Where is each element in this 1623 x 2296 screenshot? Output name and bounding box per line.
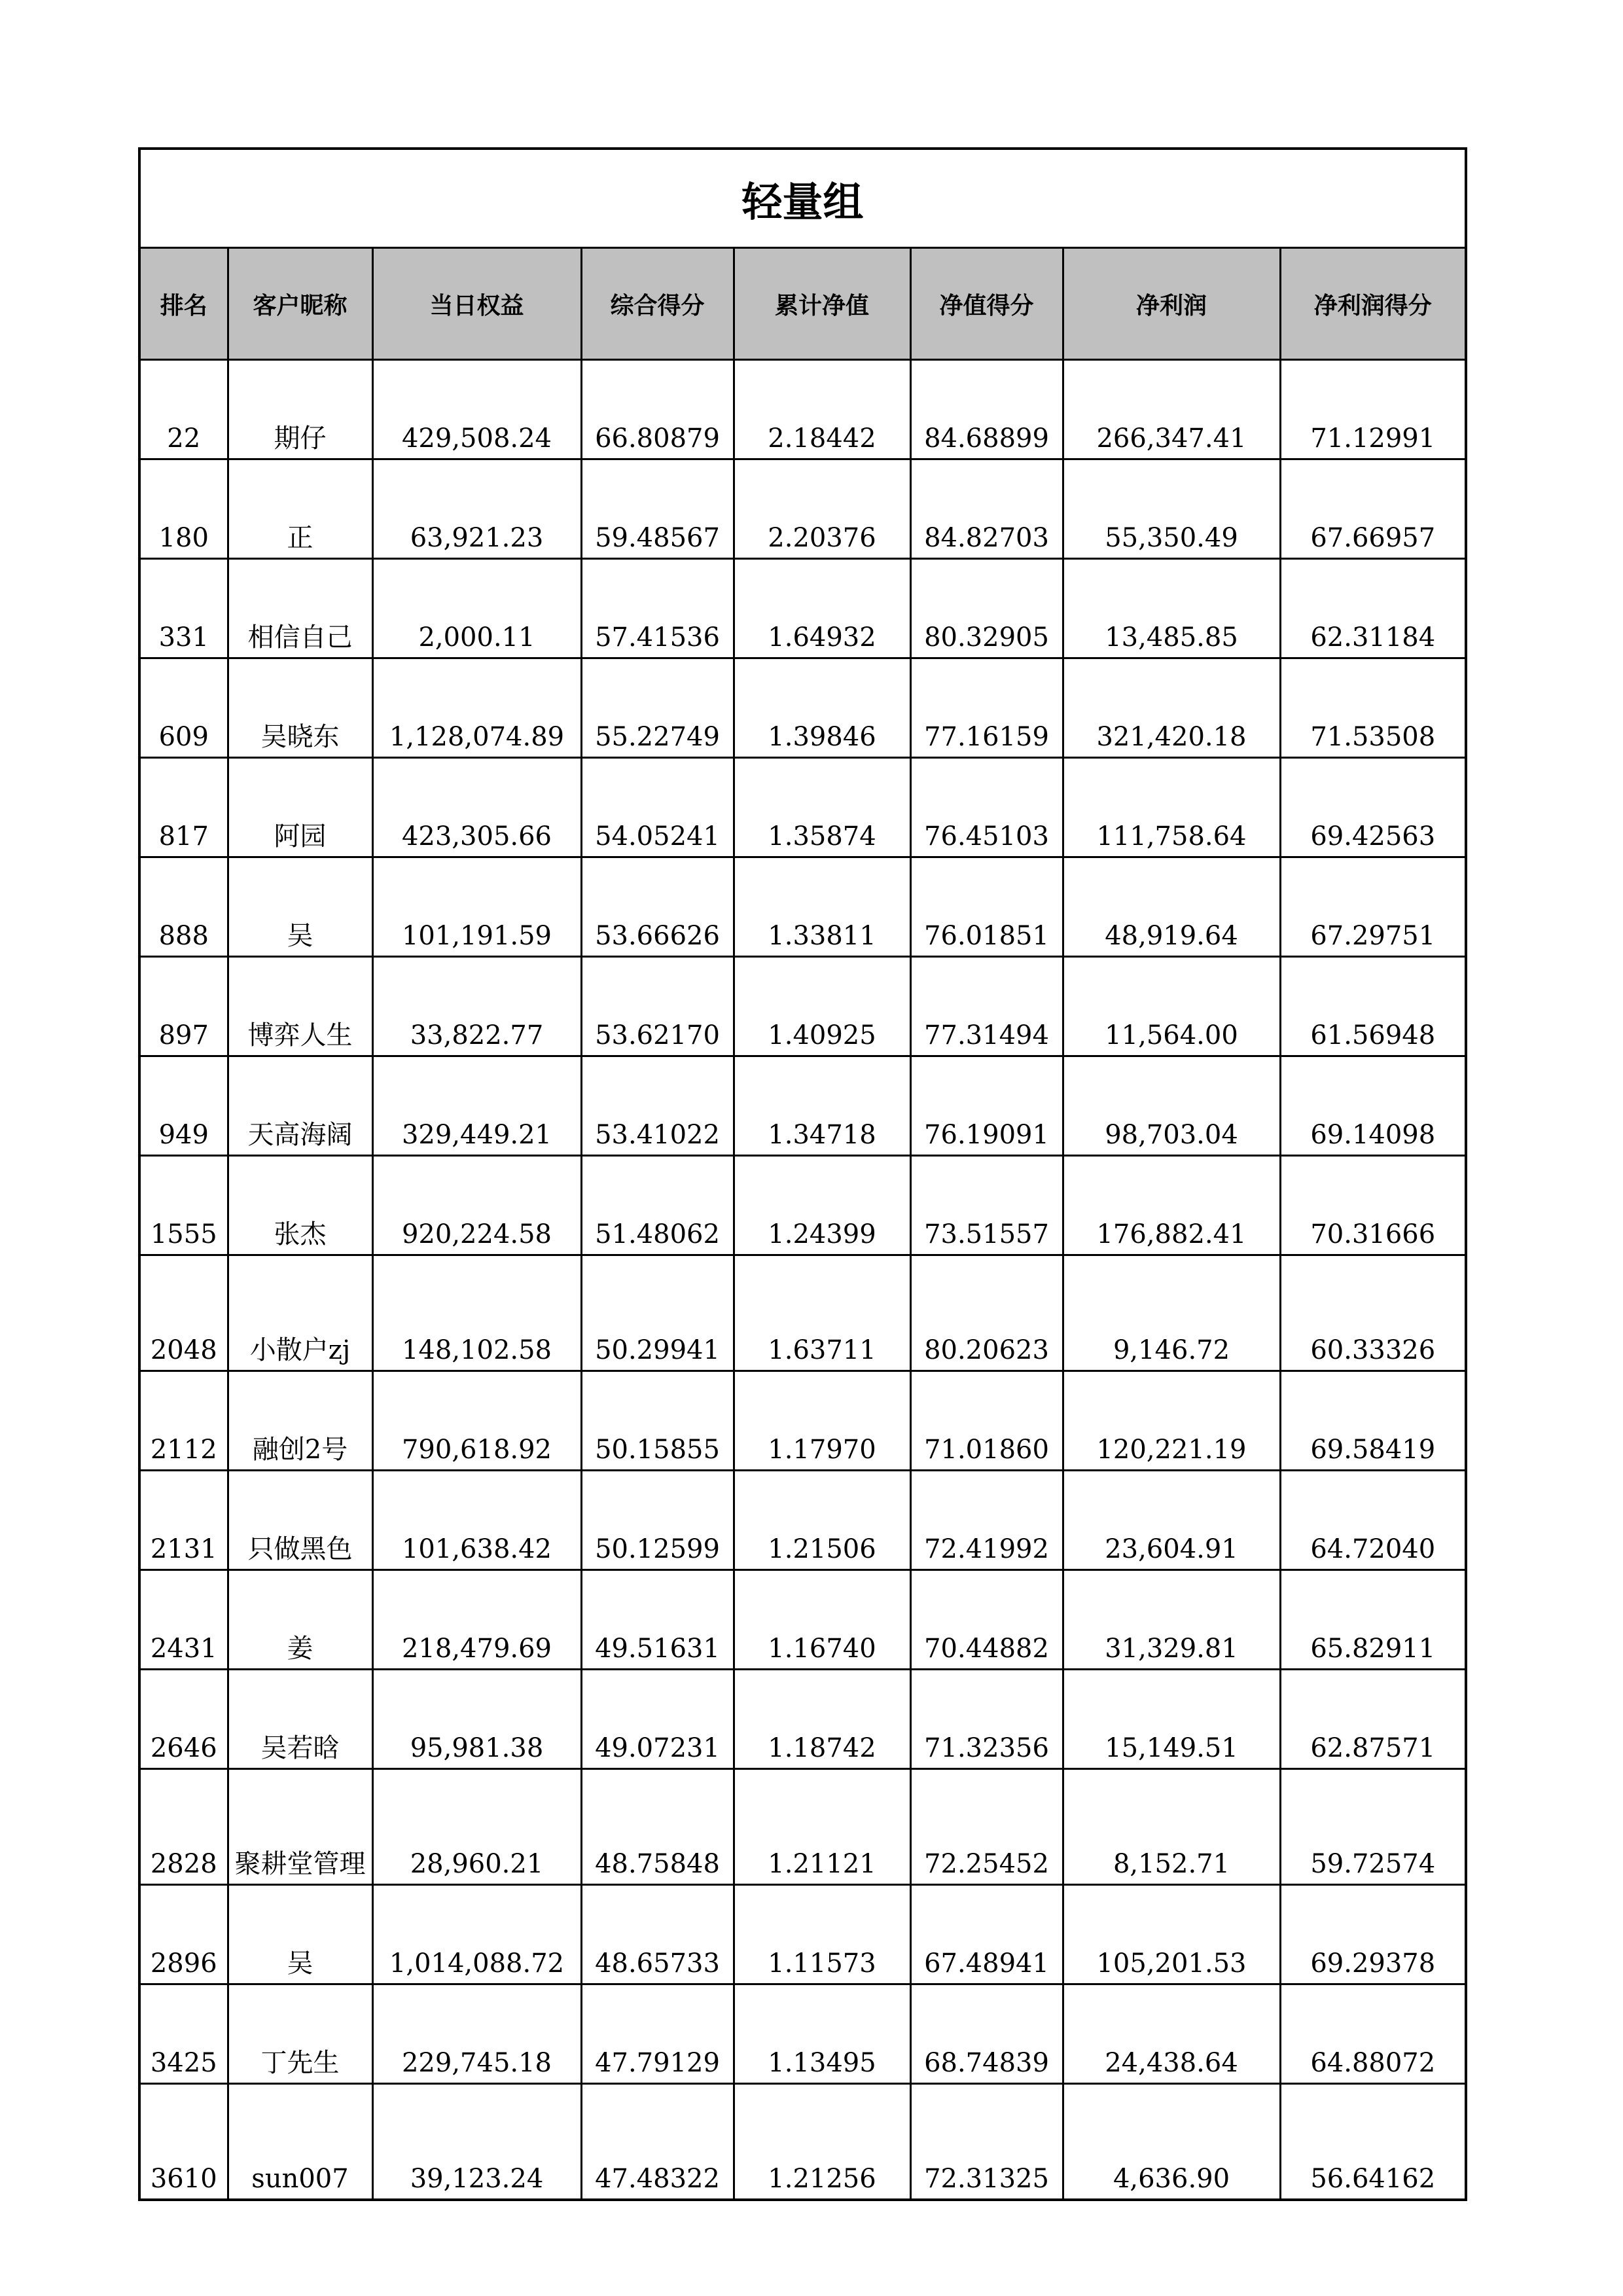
cumulative-nav-cell: 1.39846 <box>734 658 910 758</box>
total-score-cell: 50.15855 <box>581 1371 734 1471</box>
ranking-table <box>138 147 1467 2201</box>
net-profit-score-cell: 64.88072 <box>1280 1984 1466 2084</box>
equity-cell: 1,014,088.72 <box>372 1885 581 1984</box>
total-score-cell: 48.65733 <box>581 1885 734 1984</box>
net-profit-score-header: 净利润得分 <box>1280 248 1466 360</box>
total-score-cell: 51.48062 <box>581 1156 734 1255</box>
equity-cell: 423,305.66 <box>372 758 581 857</box>
nickname-cell: 融创2号 <box>228 1371 372 1471</box>
net-profit-cell: 55,350.49 <box>1063 459 1280 559</box>
nickname-cell: 张杰 <box>228 1156 372 1255</box>
net-profit-score-cell: 67.66957 <box>1280 459 1466 559</box>
nav-score-cell: 68.74839 <box>910 1984 1063 2084</box>
table-title: 轻量组 <box>139 149 1466 248</box>
nickname-header: 客户昵称 <box>228 248 372 360</box>
net-profit-score-cell: 69.29378 <box>1280 1885 1466 1984</box>
rank-cell: 3425 <box>139 1984 228 2084</box>
nav-score-cell: 76.19091 <box>910 1056 1063 1156</box>
rank-cell: 949 <box>139 1056 228 1156</box>
equity-cell: 429,508.24 <box>372 360 581 459</box>
net-profit-score-cell: 61.56948 <box>1280 957 1466 1056</box>
rank-header: 排名 <box>139 248 228 360</box>
table-row <box>139 1371 1466 1471</box>
nav-score-cell: 77.31494 <box>910 957 1063 1056</box>
net-profit-cell: 15,149.51 <box>1063 1670 1280 1769</box>
nav-score-cell: 67.48941 <box>910 1885 1063 1984</box>
nav-score-cell: 80.20623 <box>910 1255 1063 1371</box>
rank-cell: 22 <box>139 360 228 459</box>
total-score-cell: 50.12599 <box>581 1471 734 1570</box>
net-profit-cell: 48,919.64 <box>1063 857 1280 957</box>
nav-score-cell: 84.68899 <box>910 360 1063 459</box>
total-score-cell: 48.75848 <box>581 1769 734 1885</box>
net-profit-cell: 176,882.41 <box>1063 1156 1280 1255</box>
nickname-cell: 阿园 <box>228 758 372 857</box>
table-row <box>139 857 1466 957</box>
nickname-cell: sun007 <box>228 2084 372 2200</box>
equity-header: 当日权益 <box>372 248 581 360</box>
equity-cell: 790,618.92 <box>372 1371 581 1471</box>
rank-cell: 609 <box>139 658 228 758</box>
net-profit-score-cell: 69.58419 <box>1280 1371 1466 1471</box>
header-row <box>139 248 1466 360</box>
nickname-cell: 正 <box>228 459 372 559</box>
net-profit-score-cell: 56.64162 <box>1280 2084 1466 2200</box>
table-row <box>139 1769 1466 1885</box>
net-profit-cell: 11,564.00 <box>1063 957 1280 1056</box>
net-profit-cell: 4,636.90 <box>1063 2084 1280 2200</box>
cumulative-nav-cell: 1.13495 <box>734 1984 910 2084</box>
table-row <box>139 1670 1466 1769</box>
nickname-cell: 小散户zj <box>228 1255 372 1371</box>
net-profit-cell: 9,146.72 <box>1063 1255 1280 1371</box>
cumulative-nav-cell: 1.33811 <box>734 857 910 957</box>
net-profit-score-cell: 59.72574 <box>1280 1769 1466 1885</box>
table-body <box>139 360 1466 2200</box>
net-profit-cell: 105,201.53 <box>1063 1885 1280 1984</box>
nickname-cell: 吴 <box>228 857 372 957</box>
rank-cell: 2431 <box>139 1570 228 1670</box>
nickname-cell: 相信自己 <box>228 559 372 658</box>
cumulative-nav-cell: 1.64932 <box>734 559 910 658</box>
nav-score-cell: 72.31325 <box>910 2084 1063 2200</box>
table-row <box>139 1471 1466 1570</box>
table-row <box>139 758 1466 857</box>
cumulative-nav-cell: 2.20376 <box>734 459 910 559</box>
nav-score-cell: 77.16159 <box>910 658 1063 758</box>
equity-cell: 148,102.58 <box>372 1255 581 1371</box>
nickname-cell: 只做黑色 <box>228 1471 372 1570</box>
total-score-cell: 47.48322 <box>581 2084 734 2200</box>
rank-cell: 1555 <box>139 1156 228 1255</box>
total-score-cell: 66.80879 <box>581 360 734 459</box>
nickname-cell: 姜 <box>228 1570 372 1670</box>
cumulative-nav-cell: 1.40925 <box>734 957 910 1056</box>
cumulative-nav-header: 累计净值 <box>734 248 910 360</box>
net-profit-cell: 13,485.85 <box>1063 559 1280 658</box>
total-score-cell: 49.51631 <box>581 1570 734 1670</box>
total-score-cell: 57.41536 <box>581 559 734 658</box>
total-score-cell: 53.66626 <box>581 857 734 957</box>
equity-cell: 920,224.58 <box>372 1156 581 1255</box>
table-row <box>139 1885 1466 1984</box>
cumulative-nav-cell: 1.35874 <box>734 758 910 857</box>
net-profit-score-cell: 65.82911 <box>1280 1570 1466 1670</box>
equity-cell: 2,000.11 <box>372 559 581 658</box>
equity-cell: 63,921.23 <box>372 459 581 559</box>
equity-cell: 28,960.21 <box>372 1769 581 1885</box>
nickname-cell: 天高海阔 <box>228 1056 372 1156</box>
net-profit-cell: 321,420.18 <box>1063 658 1280 758</box>
nickname-cell: 吴若晗 <box>228 1670 372 1769</box>
table-row <box>139 1984 1466 2084</box>
net-profit-score-cell: 70.31666 <box>1280 1156 1466 1255</box>
nav-score-cell: 71.32356 <box>910 1670 1063 1769</box>
nickname-cell: 博弈人生 <box>228 957 372 1056</box>
net-profit-cell: 23,604.91 <box>1063 1471 1280 1570</box>
nickname-cell: 丁先生 <box>228 1984 372 2084</box>
nav-score-cell: 72.25452 <box>910 1769 1063 1885</box>
table-row <box>139 1255 1466 1371</box>
table-row <box>139 1156 1466 1255</box>
nav-score-cell: 76.01851 <box>910 857 1063 957</box>
net-profit-cell: 111,758.64 <box>1063 758 1280 857</box>
net-profit-score-cell: 62.31184 <box>1280 559 1466 658</box>
rank-cell: 2896 <box>139 1885 228 1984</box>
net-profit-cell: 98,703.04 <box>1063 1056 1280 1156</box>
net-profit-header: 净利润 <box>1063 248 1280 360</box>
net-profit-cell: 31,329.81 <box>1063 1570 1280 1670</box>
nav-score-cell: 80.32905 <box>910 559 1063 658</box>
cumulative-nav-cell: 1.21256 <box>734 2084 910 2200</box>
total-score-cell: 59.48567 <box>581 459 734 559</box>
net-profit-score-cell: 62.87571 <box>1280 1670 1466 1769</box>
cumulative-nav-cell: 1.18742 <box>734 1670 910 1769</box>
cumulative-nav-cell: 1.21506 <box>734 1471 910 1570</box>
equity-cell: 33,822.77 <box>372 957 581 1056</box>
table-row <box>139 559 1466 658</box>
rank-cell: 180 <box>139 459 228 559</box>
equity-cell: 1,128,074.89 <box>372 658 581 758</box>
table-row <box>139 1056 1466 1156</box>
equity-cell: 101,191.59 <box>372 857 581 957</box>
rank-cell: 3610 <box>139 2084 228 2200</box>
nav-score-cell: 71.01860 <box>910 1371 1063 1471</box>
total-score-cell: 54.05241 <box>581 758 734 857</box>
nickname-cell: 吴 <box>228 1885 372 1984</box>
cumulative-nav-cell: 1.34718 <box>734 1056 910 1156</box>
total-score-cell: 53.62170 <box>581 957 734 1056</box>
nav-score-cell: 84.82703 <box>910 459 1063 559</box>
rank-cell: 2131 <box>139 1471 228 1570</box>
nav-score-cell: 72.41992 <box>910 1471 1063 1570</box>
cumulative-nav-cell: 2.18442 <box>734 360 910 459</box>
net-profit-cell: 24,438.64 <box>1063 1984 1280 2084</box>
table-row <box>139 459 1466 559</box>
table-row <box>139 2084 1466 2200</box>
net-profit-score-cell: 60.33326 <box>1280 1255 1466 1371</box>
rank-cell: 888 <box>139 857 228 957</box>
rank-cell: 2828 <box>139 1769 228 1885</box>
rank-cell: 2048 <box>139 1255 228 1371</box>
nickname-cell: 聚耕堂管理 <box>228 1769 372 1885</box>
nav-score-cell: 73.51557 <box>910 1156 1063 1255</box>
rank-cell: 2646 <box>139 1670 228 1769</box>
cumulative-nav-cell: 1.63711 <box>734 1255 910 1371</box>
net-profit-cell: 266,347.41 <box>1063 360 1280 459</box>
total-score-cell: 50.29941 <box>581 1255 734 1371</box>
net-profit-score-cell: 71.53508 <box>1280 658 1466 758</box>
net-profit-score-cell: 67.29751 <box>1280 857 1466 957</box>
total-score-cell: 53.41022 <box>581 1056 734 1156</box>
rank-cell: 331 <box>139 559 228 658</box>
net-profit-score-cell: 64.72040 <box>1280 1471 1466 1570</box>
net-profit-score-cell: 69.14098 <box>1280 1056 1466 1156</box>
table-row <box>139 658 1466 758</box>
cumulative-nav-cell: 1.24399 <box>734 1156 910 1255</box>
cumulative-nav-cell: 1.17970 <box>734 1371 910 1471</box>
table-row <box>139 360 1466 459</box>
cumulative-nav-cell: 1.21121 <box>734 1769 910 1885</box>
nickname-cell: 期仔 <box>228 360 372 459</box>
nav-score-header: 净值得分 <box>910 248 1063 360</box>
net-profit-score-cell: 71.12991 <box>1280 360 1466 459</box>
cumulative-nav-cell: 1.11573 <box>734 1885 910 1984</box>
cumulative-nav-cell: 1.16740 <box>734 1570 910 1670</box>
table-row <box>139 1570 1466 1670</box>
equity-cell: 39,123.24 <box>372 2084 581 2200</box>
equity-cell: 218,479.69 <box>372 1570 581 1670</box>
total-score-cell: 47.79129 <box>581 1984 734 2084</box>
table-row <box>139 957 1466 1056</box>
rank-cell: 897 <box>139 957 228 1056</box>
nav-score-cell: 70.44882 <box>910 1570 1063 1670</box>
total-score-cell: 55.22749 <box>581 658 734 758</box>
equity-cell: 229,745.18 <box>372 1984 581 2084</box>
net-profit-cell: 120,221.19 <box>1063 1371 1280 1471</box>
equity-cell: 95,981.38 <box>372 1670 581 1769</box>
nickname-cell: 吴晓东 <box>228 658 372 758</box>
total-score-cell: 49.07231 <box>581 1670 734 1769</box>
rank-cell: 817 <box>139 758 228 857</box>
net-profit-cell: 8,152.71 <box>1063 1769 1280 1885</box>
nav-score-cell: 76.45103 <box>910 758 1063 857</box>
rank-cell: 2112 <box>139 1371 228 1471</box>
net-profit-score-cell: 69.42563 <box>1280 758 1466 857</box>
equity-cell: 101,638.42 <box>372 1471 581 1570</box>
total-score-header: 综合得分 <box>581 248 734 360</box>
equity-cell: 329,449.21 <box>372 1056 581 1156</box>
